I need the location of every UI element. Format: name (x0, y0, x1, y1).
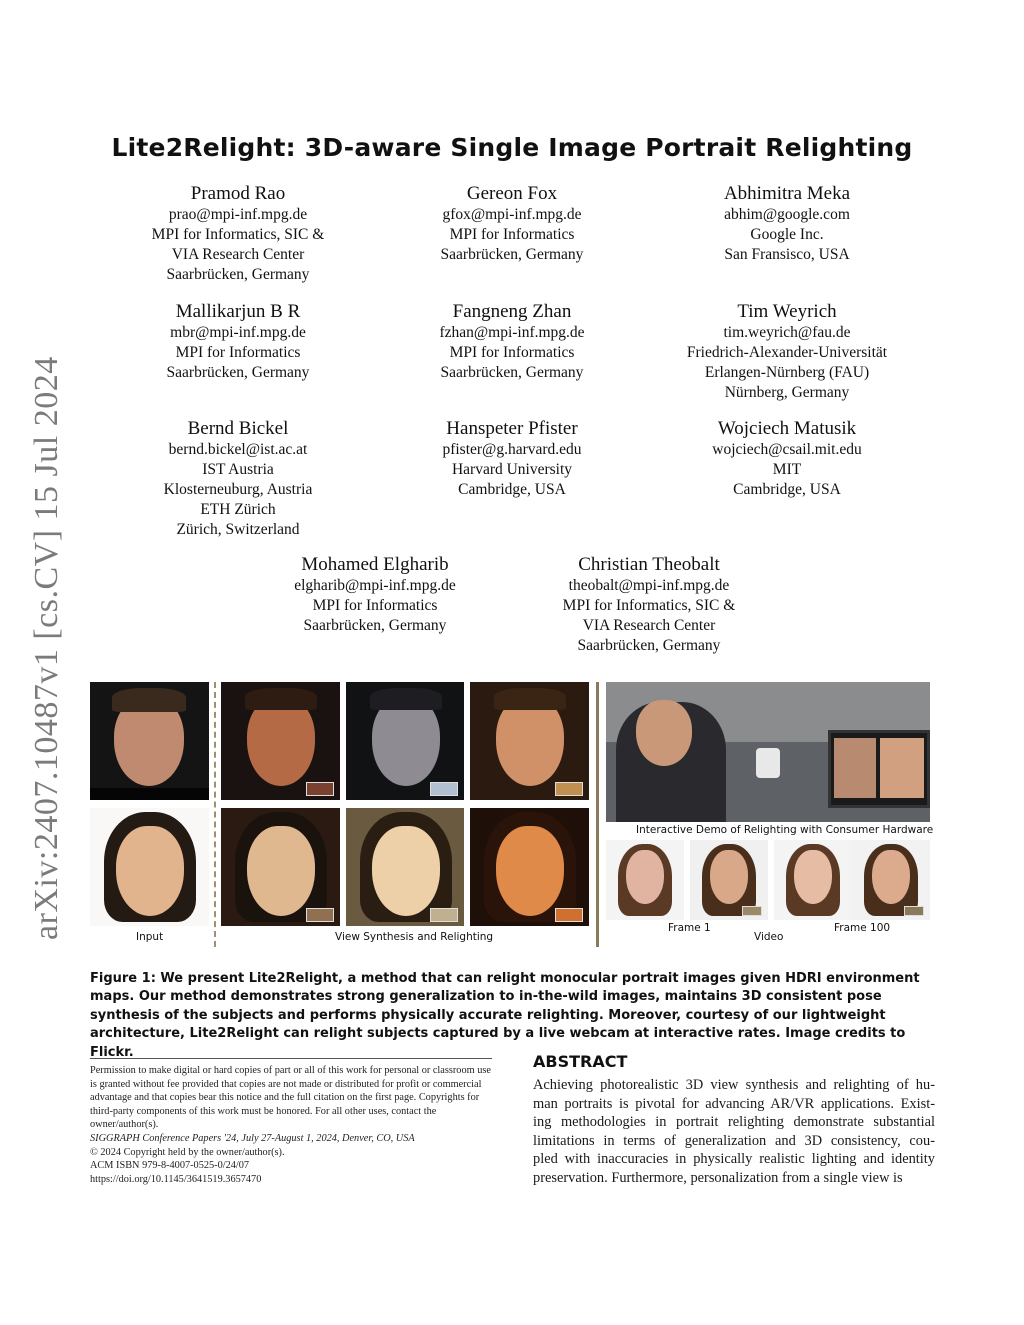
relit-photo-man-2 (346, 682, 464, 800)
video-frame (852, 840, 930, 920)
author-email: fzhan@mpi-inf.mpg.de (439, 324, 585, 341)
demo-label: Interactive Demo of Relighting with Consumer Hardware (636, 824, 934, 836)
author-affiliation: MPI for Informatics (449, 344, 575, 361)
input-label: Input (136, 931, 164, 943)
relit-photo-man-1 (221, 682, 340, 800)
abstract-heading: ABSTRACT (533, 1052, 628, 1071)
author-name: Fangneng Zhan (452, 301, 572, 322)
figure-separator (596, 682, 599, 947)
author-location: Saarbrücken, Germany (577, 637, 721, 654)
author-location: Saarbrücken, Germany (166, 364, 310, 381)
author-name: Mallikarjun B R (175, 301, 301, 322)
author-affiliation: ETH Zürich (200, 501, 276, 518)
author-block (88, 418, 388, 540)
author-affiliation: Google Inc. (750, 226, 824, 243)
author-affiliation: VIA Research Center (171, 246, 305, 263)
author-block (225, 554, 525, 636)
frame100-label: Frame 100 (834, 922, 891, 934)
author-name: Gereon Fox (466, 183, 558, 204)
input-photo-man (90, 682, 209, 800)
author-location: Cambridge, USA (458, 481, 566, 498)
video-frame (690, 840, 768, 920)
author-affiliation: MPI for Informatics (175, 344, 301, 361)
author-email: mbr@mpi-inf.mpg.de (170, 324, 306, 341)
figure-separator (214, 682, 216, 947)
author-email: pfister@g.harvard.edu (442, 441, 582, 458)
relit-photo-woman-2 (346, 808, 464, 926)
author-location: Saarbrücken, Germany (303, 617, 447, 634)
isbn-line: ACM ISBN 979-8-4007-0525-0/24/07 (90, 1160, 250, 1172)
conference-venue: SIGGRAPH Conference Papers '24, July 27-August 1, 2024, Denver, CO, USA (90, 1132, 415, 1144)
author-block (88, 183, 388, 285)
permission-text: Permission to make digital or hard copies of part or all of this work for personal or classroom use is granted without fee provided that copies are not made or distributed for profit or commercial advantage and that copies bear this notice and the full citation on the first page. Copyrights for third-party components of this work must be honored. For all other uses, contact the owner/author(s). (90, 1065, 491, 1131)
relit-photo-woman-3 (470, 808, 589, 926)
author-block (499, 554, 799, 656)
author-affiliation: Friedrich-Alexander-Universität (686, 344, 888, 361)
author-email: elgharib@mpi-inf.mpg.de (294, 577, 456, 594)
author-location: Nürnberg, Germany (724, 384, 850, 401)
author-location: San Fransisco, USA (724, 246, 850, 263)
author-location: Saarbrücken, Germany (440, 246, 584, 263)
author-affiliation: MPI for Informatics (312, 597, 438, 614)
author-email: bernd.bickel@ist.ac.at (168, 441, 308, 458)
abstract-body (533, 1076, 935, 1187)
author-name: Bernd Bickel (187, 418, 289, 439)
author-location: Saarbrücken, Germany (166, 266, 310, 283)
author-email: gfox@mpi-inf.mpg.de (442, 206, 582, 223)
author-block (637, 183, 937, 265)
author-email: wojciech@csail.mit.edu (712, 441, 862, 458)
abstract-line: man portraits is pivotal for advancing AR/VR applications. Exist- (533, 1095, 935, 1112)
abstract-line: preservation. Furthermore, personalization from a single view is (533, 1169, 903, 1186)
view-synthesis-label: View Synthesis and Relighting (335, 931, 494, 943)
abstract-line: ing methodologies in portrait relighting demonstrate substantial (533, 1114, 935, 1130)
author-name: Abhimitra Meka (723, 183, 851, 204)
author-affiliation: MIT (772, 461, 802, 478)
author-email: prao@mpi-inf.mpg.de (168, 206, 308, 223)
frame1-label: Frame 1 (668, 922, 711, 934)
author-block (637, 418, 937, 500)
video-frame (606, 840, 684, 920)
author-location: Cambridge, USA (733, 481, 841, 498)
author-affiliation: Erlangen-Nürnberg (FAU) (704, 364, 870, 381)
author-affiliation: MPI for Informatics, SIC & (562, 597, 736, 614)
author-location: Saarbrücken, Germany (440, 364, 584, 381)
arxiv-identifier: arXiv:2407.10487v1 [cs.CV] 15 Jul 2024 (28, 356, 65, 940)
author-name: Wojciech Matusik (717, 418, 857, 439)
video-frame (774, 840, 852, 920)
author-name: Mohamed Elgharib (301, 554, 449, 575)
paper-title: Lite2Relight: 3D-aware Single Image Portrait Relighting (111, 133, 913, 162)
figure-caption: Figure 1: We present Lite2Relight, a method that can relight monocular portrait images given HDRI environment maps. Our method demonstrates strong generalization to in-the-wild images, maintains 3D consistent pose synthesis of the subjects and performs physically accurate relighting. Moreover, courtesy of our lightweight architecture, Lite2Relight can relight subjects captured by a live webcam at interactive rates. Image credits to Flickr. (90, 971, 920, 1060)
abstract-line: Achieving photorealistic 3D view synthesis and relighting of hu- (533, 1077, 935, 1093)
relit-photo-woman-1 (221, 808, 340, 926)
demo-photo (606, 682, 930, 822)
author-block (362, 183, 662, 265)
author-location: Zürich, Switzerland (176, 521, 300, 538)
author-affiliation: Harvard University (451, 461, 573, 478)
abstract-line: limitations in terms of generalization and 3D consistency, cou- (533, 1132, 935, 1149)
author-name: Hanspeter Pfister (446, 418, 578, 439)
footnote-rule (90, 1058, 492, 1059)
author-affiliation: MPI for Informatics, SIC & (151, 226, 325, 243)
author-affiliation: VIA Research Center (582, 617, 716, 634)
author-affiliation: IST Austria (202, 461, 274, 478)
video-label: Video (754, 931, 784, 943)
teaser-figure (90, 682, 932, 947)
abstract-line: pled with inaccuracies in physically realistic lighting and identity (533, 1151, 935, 1167)
doi-link[interactable]: https://doi.org/10.1145/3641519.3657470 (90, 1173, 262, 1185)
permission-footnote (90, 1064, 495, 1186)
author-block (362, 418, 662, 500)
author-name: Tim Weyrich (737, 301, 837, 322)
author-affiliation: MPI for Informatics (449, 226, 575, 243)
author-name: Pramod Rao (190, 183, 286, 204)
copyright-line: © 2024 Copyright held by the owner/author(s). (90, 1146, 285, 1158)
author-email: theobalt@mpi-inf.mpg.de (568, 577, 730, 594)
input-photo-woman (90, 808, 209, 926)
author-location: Klosterneuburg, Austria (163, 481, 313, 498)
author-block (88, 301, 388, 383)
author-email: tim.weyrich@fau.de (723, 324, 851, 341)
relit-photo-man-3 (470, 682, 589, 800)
author-email: abhim@google.com (724, 206, 850, 223)
author-name: Christian Theobalt (578, 554, 720, 575)
author-block (637, 301, 937, 403)
author-block (362, 301, 662, 383)
